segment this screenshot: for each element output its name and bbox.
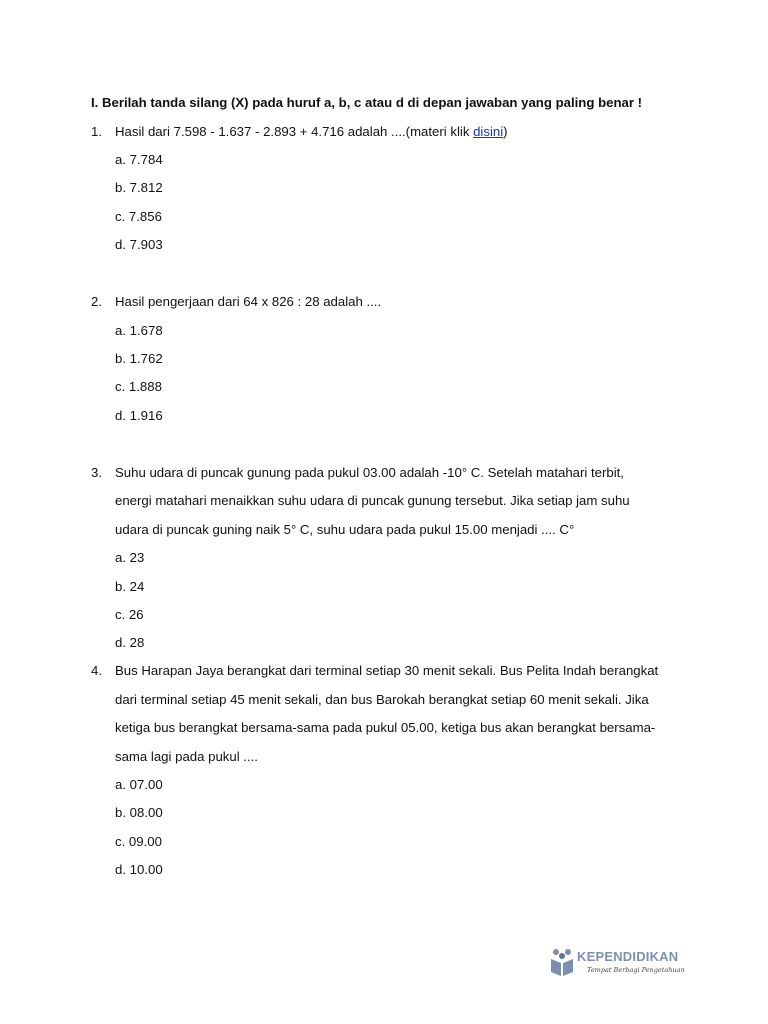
people-books-logo-icon [549,947,575,977]
logo-tagline: Tempat Berbagi Pengetahuan [587,966,685,974]
materi-link[interactable]: disini [473,124,504,139]
logo-title: KEPENDIDIKAN [577,949,679,964]
question-2-option-d: d. 1.916 [115,408,163,423]
question-2-number: 2. [91,294,102,309]
question-2-option-a: a. 1.678 [115,323,163,338]
instruction-heading: I. Berilah tanda silang (X) pada huruf a, b, c atau d di depan jawaban yang paling benar ! [91,95,643,110]
question-1-text [115,123,508,141]
question-4-line-1: Bus Harapan Jaya berangkat dari terminal setiap 30 menit sekali. Bus Pelita Indah berangkat [115,663,659,678]
question-3-line-2: energi matahari menaikkan suhu udara di puncak gunung tersebut. Jika setiap jam suhu [115,493,630,508]
question-3-option-c: c. 26 [115,607,144,622]
question-2-option-c: c. 1.888 [115,379,162,394]
question-2-line-1: Hasil pengerjaan dari 64 x 826 : 28 adalah .... [115,294,382,309]
question-4-option-a: a. 07.00 [115,777,163,792]
question-1-option-d: d. 7.903 [115,237,163,252]
question-3-option-d: d. 28 [115,635,145,650]
question-4-line-4: sama lagi pada pukul .... [115,749,258,764]
question-1-option-b: b. 7.812 [115,180,163,195]
question-4-line-3: ketiga bus berangkat bersama-sama pada pukul 05.00, ketiga bus akan berangkat bersama- [115,720,656,735]
question-1-number: 1. [91,124,102,139]
question-1-line-1: Hasil dari 7.598 - 1.637 - 2.893 + 4.716 adalah ....(materi klik [115,124,474,139]
question-4-option-c: c. 09.00 [115,834,162,849]
question-3-number: 3. [91,465,102,480]
question-2-option-b: b. 1.762 [115,351,163,366]
question-1-option-c: c. 7.856 [115,209,162,224]
question-4-option-d: d. 10.00 [115,862,163,877]
question-4-option-b: b. 08.00 [115,805,163,820]
question-1-link-suffix: ) [503,124,508,139]
question-4-line-2: dari terminal setiap 45 menit sekali, dan bus Barokah berangkat setiap 60 menit sekali. Jika [115,692,649,707]
question-3-line-1: Suhu udara di puncak gunung pada pukul 03.00 adalah -10° C. Setelah matahari terbit, [115,465,624,480]
question-3-line-3: udara di puncak guning naik 5° C, suhu udara pada pukul 15.00 menjadi .... C° [115,522,575,537]
question-3-option-b: b. 24 [115,579,145,594]
question-1-option-a: a. 7.784 [115,152,163,167]
question-3-option-a: a. 23 [115,550,145,565]
kependidikan-logo [549,945,689,981]
question-4-number: 4. [91,663,102,678]
